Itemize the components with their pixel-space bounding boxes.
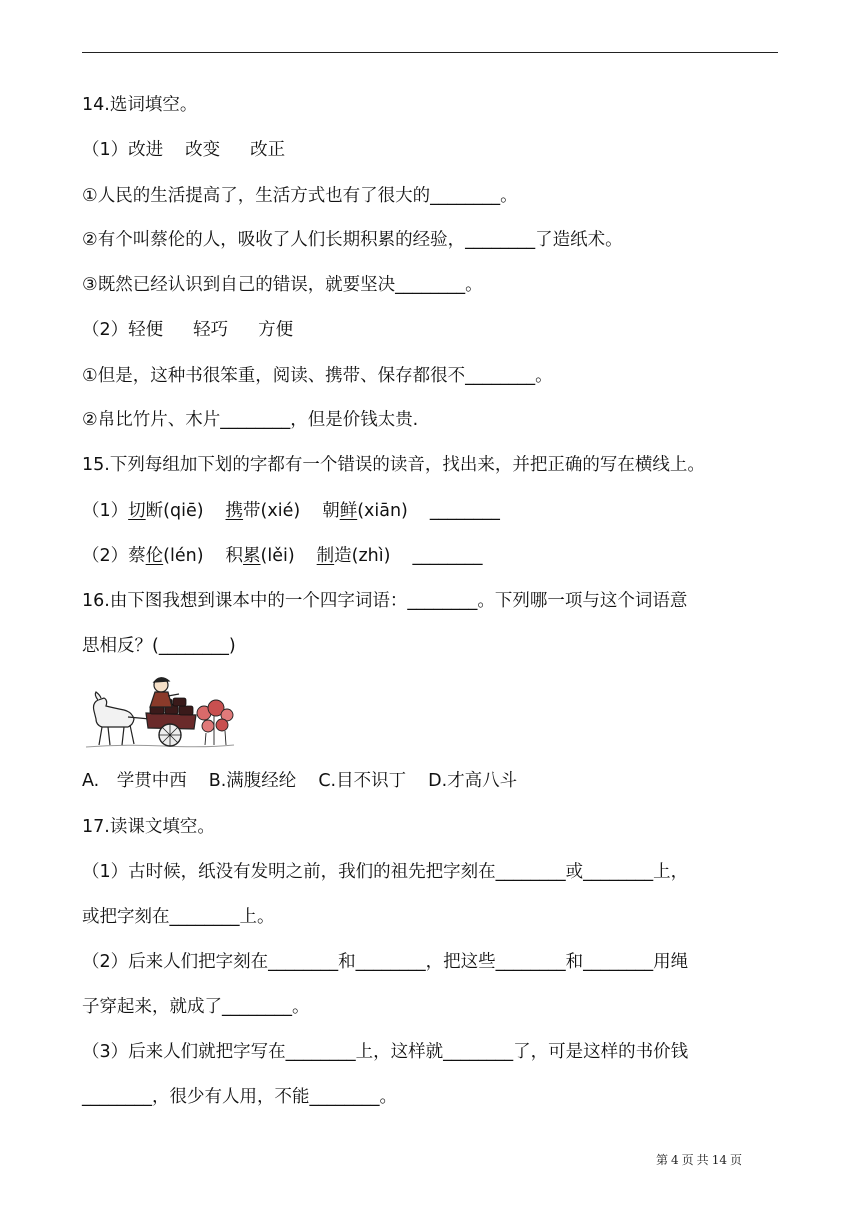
pinyin-item: 切断(qiē)	[128, 501, 204, 521]
pinyin-item: 携带(xié)	[225, 501, 301, 521]
q17-line: （2）后来人们把字刻在________和________，把这些________和________用绳	[82, 952, 689, 972]
underlined-char: 制	[316, 546, 335, 566]
option-b: B.满腹经纶	[208, 771, 297, 791]
q14-item: ①人民的生活提高了，生活方式也有了很大的________。	[82, 186, 518, 206]
q14-group1-words	[82, 138, 782, 162]
group-label: （1）	[82, 140, 129, 160]
q16-line-2: 思相反？(________)	[82, 636, 236, 656]
underlined-char: 累	[243, 546, 261, 566]
pinyin-item: 积累(lěi)	[225, 546, 295, 566]
q14-item: ③既然已经认识到自己的错误，就要坚决________。	[82, 275, 483, 295]
q14-title: 14.选词填空。	[82, 95, 198, 115]
word-option: 轻便	[128, 320, 164, 340]
word-option: 改进	[128, 140, 164, 160]
pinyin-item: 蔡伦(lén)	[128, 546, 204, 566]
page-number: 第 4 页 共 14 页	[656, 1153, 742, 1167]
row-label: （1）	[82, 501, 129, 521]
word-option: 轻巧	[193, 320, 229, 340]
row-label: （2）	[82, 546, 129, 566]
q15-row-2	[82, 544, 782, 568]
answer-blank: ________	[412, 546, 483, 566]
option-d: D.才高八斗	[428, 771, 518, 791]
option-a: A. 学贯中西	[82, 771, 187, 791]
underlined-char: 携	[225, 501, 244, 521]
word-option: 改变	[185, 140, 221, 160]
word-option: 方便	[258, 320, 294, 340]
q14-item: ②帛比竹片、木片________，但是价钱太贵.	[82, 410, 419, 430]
q14-item: ①但是，这种书很笨重，阅读、携带、保存都很不________。	[82, 366, 553, 386]
underlined-char: 鲜	[339, 501, 358, 521]
word-option: 改正	[250, 140, 286, 160]
q14-item: ②有个叫蔡伦的人，吸收了人们长期积累的经验，________了造纸术。	[82, 230, 623, 250]
q17-line: （3）后来人们就把字写在________上，这样就________了，可是这样的书价钱	[82, 1042, 689, 1062]
q17-title: 17.读课文填空。	[82, 817, 215, 837]
underlined-char: 切	[128, 501, 146, 521]
group-label: （2）	[82, 320, 129, 340]
q17-line: ________，很少有人用，不能________。	[82, 1087, 397, 1107]
cart-illustration	[84, 673, 236, 755]
q17-line: 子穿起来，就成了________。	[82, 997, 310, 1017]
q16-line-1: 16.由下图我想到课本中的一个四字词语：________。下列哪一项与这个词语意	[82, 591, 688, 611]
q14-group2-words	[82, 318, 782, 342]
q16-options	[82, 769, 782, 793]
answer-blank: ________	[429, 501, 500, 521]
q15-row-1	[82, 499, 782, 523]
header-rule	[82, 52, 778, 53]
underlined-char: 伦	[145, 546, 164, 566]
q17-line: 或把字刻在________上。	[82, 907, 275, 927]
option-c: C.目不识丁	[318, 771, 407, 791]
q17-line: （1）古时候，纸没有发明之前，我们的祖先把字刻在________或________上，	[82, 862, 689, 882]
q15-title: 15.下列每组加下划的字都有一个错误的读音，找出来，并把正确的写在横线上。	[82, 455, 705, 475]
pinyin-item: 朝鲜(xiān)	[322, 501, 408, 521]
pinyin-item: 制造(zhì)	[316, 546, 391, 566]
